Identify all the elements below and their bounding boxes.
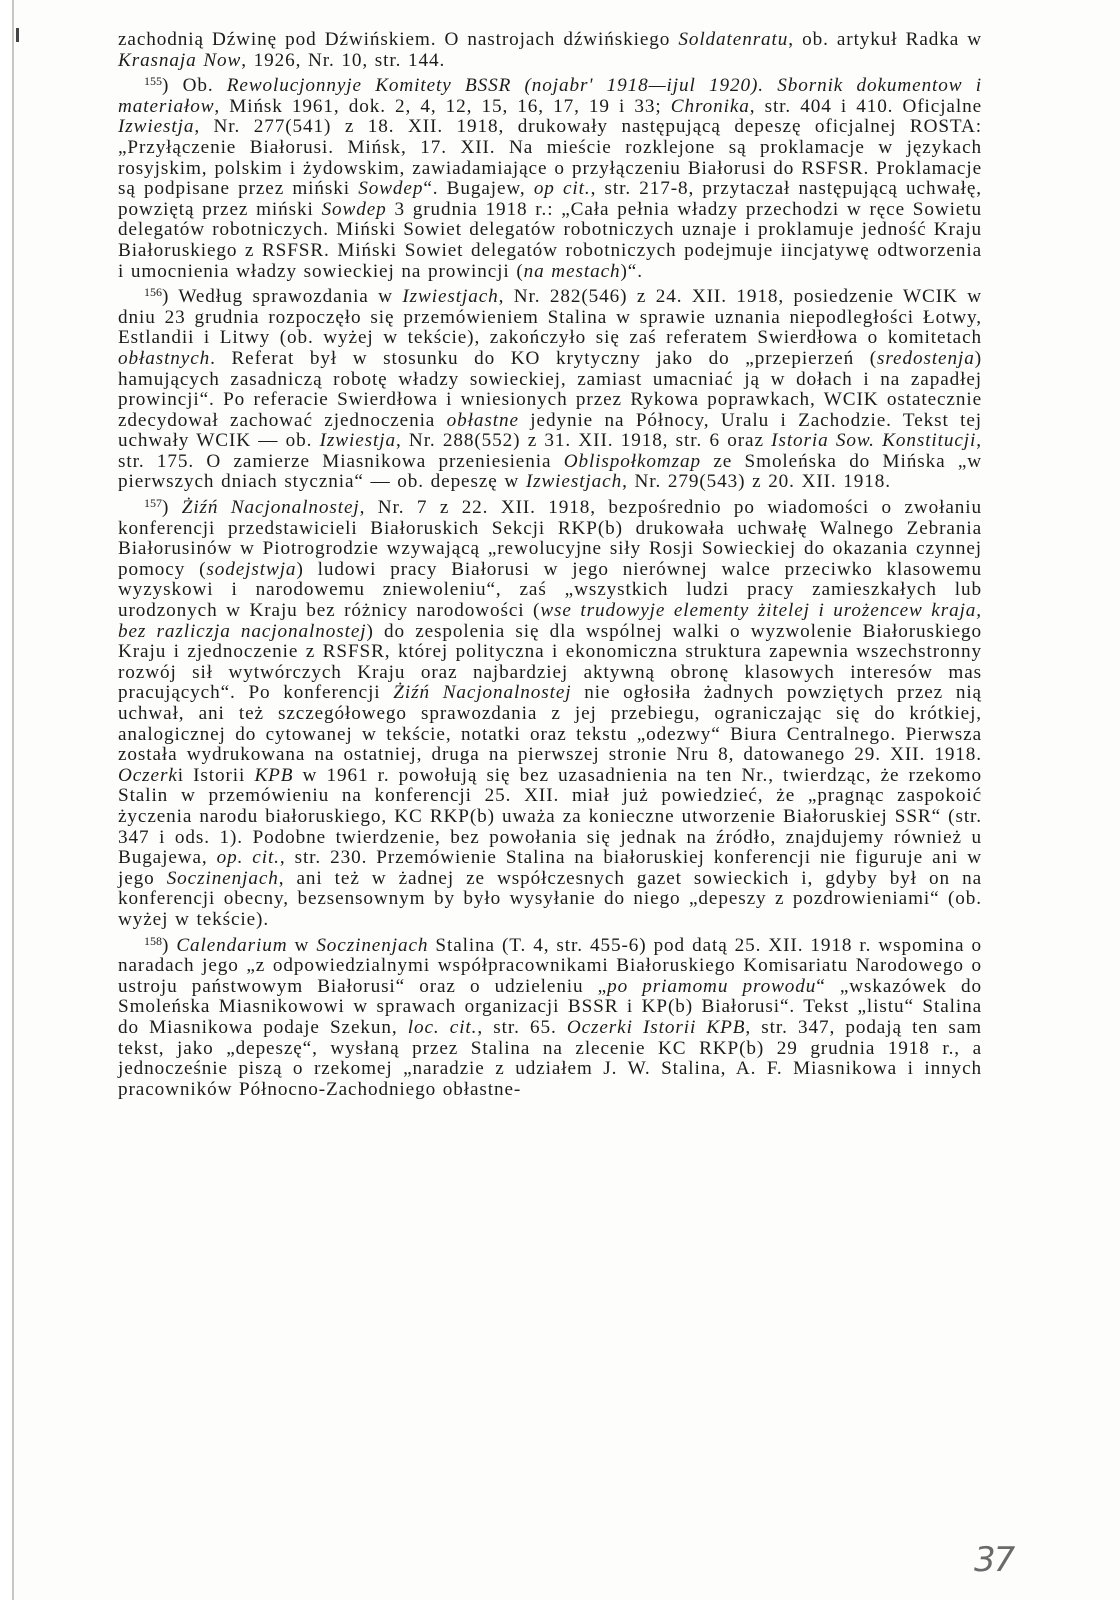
text-run: Żiźń Nacjonalnostej <box>181 497 360 519</box>
text-run: op. cit. <box>216 847 280 869</box>
text-run: jedynie na Północy, Uralu i Zachodzie. Tekst tej uchwały WCIK — ob. <box>118 409 982 452</box>
text-run <box>169 497 181 518</box>
text-run: , ani też w żadnej ze współczesnych gazet sowieckich i, gdyby był on na konferencji obecny, bezsensownym by było wysyłanie do niego „depeszy z pozdrowieniami“ (ob. wyżej w tekście). <box>118 867 982 930</box>
footnote-number: 155 <box>144 74 162 89</box>
footnote-155: $^{155}$) Ob. Rewolucjonnyje Komitety BSSR (nojabr' 1918—ijul 1920). Sbornik dokumentow i materiałow, Mińsk 1961, dok. 2, 4, 12, 15, 16, 17, 19 i 33; Chronika, str. 404 i 410. Oficjalne Izwiestja, Nr. 277(541) z 18. XII. 1918, drukowały następującą depeszę oficjalnej ROSTA: „Przyłączenie Białorusi. Mińsk, 17. XII. Na mieście rozklejone są proklamacje w językach rosyjskim, polskim i żydowskim, zawiadamiające o przyłączeniu Białorusi do RSFSR. Proklamacje są podpisane przez miński Sowdep“. Bugajew, op cit., str. 217-8, przytaczał następującą uchwałę, powziętą przez miński Sowdep 3 grudnia 1918 r.: „Cała pełnia władzy przechodzi w ręce Sowietu delegatów robotniczych. Miński Sowiet delegatów robotniczych uznaje i proklamuje jedność Kraju Białoruskiego z RSFSR. Miński Sowiet delegatów robotniczych podejmuje iincjatywę odtworzenia i umocnienia władzy sowieckiej na prowincji (na mestach)“. <box>118 74 983 282</box>
text-run: obłastne <box>446 409 519 431</box>
text-run: , str. 347, podają ten sam tekst, jako „depeszę“, wysłaną przez Stalina na zlecenie KC RKP(b) 29 grudnia 1918 r., a jednocześnie piszą o rzekomej „naradzie z udziałem J. W. Stalina, A. F. Miasnikowa i innych pracowników Północno-Zachodniego obłastne- <box>118 1016 983 1100</box>
text-run: . Referat był w stosunku do KO krytyczny jako do „przepierzeń ( <box>210 347 878 369</box>
text-run: Izwiestja <box>118 116 195 138</box>
text-run: ze Smoleńska do Mińska „w pierwszych dniach stycznia“ — ob. depeszę w <box>118 450 982 493</box>
scan-edge-mark <box>16 28 19 42</box>
text-run: ) ludowi pracy Białorusi w jego nierównej walce przeciwko klasowemu wyzyskowi i narodowemu zniewoleniu“, zaś „wszystkich ludzi pracy zamieszkałych lub urodzonych w Kraju bez różnicy narodowości ( <box>118 558 982 622</box>
text-run: Izwiestjach <box>402 286 499 308</box>
text-run: Chronika <box>670 95 750 117</box>
text-run: Soldatenratu <box>678 29 789 50</box>
text-run: na mestach <box>523 260 621 282</box>
text-run: )“. <box>620 260 643 282</box>
text-run: , str. 404 i 410. Oficjalne <box>749 95 982 117</box>
text-run: , Mińsk 1961, dok. 2, 4, 12, 15, 16, 17, 19 i 33; <box>214 95 671 117</box>
text-run: ) do zespolenia się dla wspólnej walki o wyzwolenie Białoruskiego Kraju i zjednoczenie z RSFSR, której polityczna i ekonomiczna struktura zapewnia wszechstronny rozwój sił wytwórczych Kraju oraz najbardziej aktywną obronę klasowych interesów mas pracujących“. Po konferencji <box>118 620 983 704</box>
footnote-number: 158 <box>144 933 162 948</box>
text-run: sredostenja <box>877 347 975 369</box>
text-run: “. Bugajew, <box>423 178 534 200</box>
text-run: op cit. <box>533 178 591 200</box>
text-run: Sowdep <box>358 178 424 200</box>
text-run: KPB <box>254 764 294 786</box>
text-run: , str. 175. O zamierze Miasnikowa przeniesienia <box>118 430 982 472</box>
text-run: wse trudowyje elementy żitelej i urożencew kraja, bez razliczja nacjonalnostej <box>118 600 982 642</box>
text-run: Sowdep <box>321 198 387 220</box>
text-run: , Nr. 279(543) z 20. XII. 1918. <box>622 471 891 493</box>
text-run: , Nr. 7 z 22. XII. 1918, bezpośrednio po wiadomości o zwołaniu konferencji przedstawicieli Białoruskich Sekcji RKP(b) drukowała uchwałę Walnego Zebrania Białorusinów w Piotrogrodzie wzywającą „rewolucyjne siły Rosji Sowieckiej do okazania czynnej pomocy ( <box>118 497 982 580</box>
text-run: loc. cit. <box>407 1016 478 1038</box>
text-run: sodejstwja <box>206 558 297 580</box>
text-run: 3 grudnia 1918 r.: „Cała pełnia władzy przechodzi w ręce Sowietu delegatów robotniczych. Miński Sowiet delegatów robotniczych uznaje i proklamuje jedność Kraju Białoruskiego z RSFSR. Miński Sowiet delegatów robotniczych podejmuje iincjatywę odtworzenia i umocnienia władzy sowieckiej na prowincji ( <box>118 198 983 282</box>
footnote-number: 157 <box>144 496 162 511</box>
text-run: Izwiestja <box>319 430 396 452</box>
text-run: ) hamujących zasadniczą robotę władzy sowieckiej, zamiast umacniać ją w dołach i na zapadłej prowincji“. Po referacie Swierdłowa i wniesionych przez Rykowa poprawkach, WCIK ostatecznie zdecydował zachować zjednoczenia <box>118 347 982 431</box>
text-run: Izwiestjach <box>525 471 623 493</box>
text-run: , str. 230. Przemówienie Stalina na białoruskiej konferencji nie figuruje ani w jego <box>118 847 982 889</box>
footnote-158: $^{158}$) Calendarium w Soczinenjach Stalina (T. 4, str. 455-6) pod datą 25. XII. 1918 r. wspomina o naradach jego „z odpowiedzialnymi współpracownikami Białoruskiego Komisariatu Narodowego o ustroju państwowym Białorusi“ oraz o udzieleniu „po priamomu prowodu“ „wskazówek do Smoleńska Miasnikowowi w sprawach organizacji BSSR i KP(b) Białorusi“. Tekst „listu“ Stalina do Miasnikowa podaje Szekun, loc. cit., str. 65. Oczerki Istorii KPB, str. 347, podają ten sam tekst, jako „depeszę“, wysłaną przez Stalina na zlecenie KC RKP(b) 29 grudnia 1918 r., a jednocześnie piszą o rzekomej „naradzie z udziałem J. W. Stalina, A. F. Miasnikowa i innych pracowników Północno-Zachodniego obłastne- <box>118 933 983 1100</box>
text-run: Soczinenjach <box>316 934 429 956</box>
text-run: Soczinenjach <box>166 867 279 889</box>
text-run: Stalina (T. 4, str. 455-6) pod datą 25. XII. 1918 r. wspomina o naradach jego „z odpowiedzialnymi współpracownikami Białoruskiego Komisariatu Narodowego o ustroju państwowym Białorusi“ oraz o udzieleniu „ <box>118 934 982 997</box>
text-run: “ „wskazówek do Smoleńska Miasnikowowi w sprawach organizacji BSSR i KP(b) Białorusi“. Tekst „listu“ Stalina do Miasnikowa podaje Szekun, <box>118 975 982 1038</box>
text-run: , Nr. 277(541) z 18. XII. 1918, drukowały następującą depeszę oficjalnej ROSTA: „Przyłączenie Białorusi. Mińsk, 17. XII. Na mieście rozklejone są proklamacje w językach rosyjskim, polskim i żydowskim, zawiadamiające o przyłączeniu Białorusi do RSFSR. Proklamacje są podpisane przez miński <box>118 116 982 200</box>
handwritten-page-number: 37 <box>974 1540 1014 1580</box>
text-run: obłastnych <box>118 347 211 369</box>
text-run: w 1961 r. powołują się bez uzasadnienia na ten Nr., twierdząc, że rzekomo Stalin w przemówieniu na konferencji 25. XII. miał już powiedzieć, że „pragnąc zaspokoić życzenia narodu białoruskiego, KC RKP(b) uważa za konieczne utworzenie Białoruskiej SSR“ (str. 347 i ods. 1). Podobne twierdzenie, bez powołania się jednak na źródło, znajdujemy również u Bugajewa, <box>118 764 982 869</box>
text-run: , Nr. 288(552) z 31. XII. 1918, str. 6 oraz <box>395 430 772 452</box>
text-run: Oczerki Istorii KPB <box>566 1016 746 1038</box>
continuation-paragraph <box>118 30 982 71</box>
text-run: , Nr. 282(546) z 24. XII. 1918, posiedzenie WCIK w dniu 23 grudnia rozpoczęło się przemówieniem Stalina w sprawie uznania niepodległości Łotwy, Estlandii i Litwy (ob. wyżej w tekście), zakończyło się zaś referatem Swierdłowa o komitetach <box>118 286 982 349</box>
footnote-157: $^{157}$) Żiźń Nacjonalnostej, Nr. 7 z 22. XII. 1918, bezpośrednio po wiadomości o zwołaniu konferencji przedstawicieli Białoruskich Sekcji RKP(b) drukowała uchwałę Walnego Zebrania Białorusinów w Piotrogrodzie wzywającą „rewolucyjne siły Rosji Sowieckiej do okazania czynnej pomocy (sodejstwja) ludowi pracy Białorusi w jego nierównej walce przeciwko klasowemu wyzyskowi i narodowemu zniewoleniu“, zaś „wszystkich ludzi pracy zamieszkałych lub urodzonych w Kraju bez różnicy narodowości (wse trudowyje elementy żitelej i urożencew kraja, bez razliczja nacjonalnostej) do zespolenia się dla wspólnej walki o wyzwolenie Białoruskiego Kraju i zjednoczenie z RSFSR, której polityczna i ekonomiczna struktura zapewnia wszechstronny rozwój sił wytwórczych Kraju oraz najbardziej aktywną obronę klasowych interesów mas pracujących“. Po konferencji Żiźń Nacjonalnostej nie ogłosiła żadnych powziętych przez nią uchwał, ani też szczegółowego sprawozdania z jej przebiegu, ograniczając się do krótkiej, analogicznej do cytowanej w tekście, notatki oraz tekstu „odezwy“ Biura Centralnego. Pierwsza została wydrukowana na ostatniej, druga na pierwszej stronie Nru 8, datowanego 29. XII. 1918. Oczerki Istorii KPB w 1961 r. powołują się bez uzasadnienia na ten Nr., twierdząc, że rzekomo Stalin w przemówieniu na konferencji 25. XII. miał już powiedzieć, że „pragnąc zaspokoić życzenia narodu białoruskiego, KC RKP(b) uważa za konieczne utworzenie Białoruskiej SSR“ (str. 347 i ods. 1). Podobne twierdzenie, bez powołania się jednak na źródło, znajdujemy również u Bugajewa, op. cit., str. 230. Przemówienie Stalina na białoruskiej konferencji nie figuruje ani w jego Soczinenjach, ani też w żadnej ze współczesnych gazet sowieckich i, gdyby był on na konferencji obecny, bezsensownym by było wysyłanie do niego „depeszy z pozdrowieniami“ (ob. wyżej w tekście). <box>118 496 983 930</box>
text-run: Według sprawozdania w <box>169 286 403 308</box>
text-run: , ob. artykuł Radka w <box>788 29 983 50</box>
text-run: nie ogłosiła żadnych powziętych przez nią uchwał, ani też szczegółowego sprawozdania z jej przebiegu, ograniczając się do krótkiej, analogicznej do cytowanej w tekście, notatki oraz tekstu „odezwy“ Biura Centralnego. Pierwsza została wydrukowana na ostatniej, druga na pierwszej stronie Nru 8, datowanego 29. XII. 1918. <box>118 682 982 766</box>
text-run: po priamomu prowodu <box>607 975 817 997</box>
text-run: w <box>287 934 317 956</box>
text-run: i Istorii <box>177 764 255 786</box>
footnote-number: 156 <box>144 285 162 300</box>
text-run: Istoria Sow. Konstitucji <box>771 430 977 452</box>
text-run: Calendarium <box>176 934 288 956</box>
footnote-156: $^{156}$) Według sprawozdania w Izwiestjach, Nr. 282(546) z 24. XII. 1918, posiedzenie WCIK w dniu 23 grudnia rozpoczęło się przemówieniem Stalina w sprawie uznania niepodległości Łotwy, Estlandii i Litwy (ob. wyżej w tekście), zakończyło się zaś referatem Swierdłowa o komitetach obłastnych. Referat był w stosunku do KO krytyczny jako do „przepierzeń (sredostenja) hamujących zasadniczą robotę władzy sowieckiej, zamiast umacniać ją w dołach i na zapadłej prowincji“. Po referacie Swierdłowa i wniesionych przez Rykowa poprawkach, WCIK ostatecznie zdecydował zachować zjednoczenia obłastne jedynie na Północy, Uralu i Zachodzie. Tekst tej uchwały WCIK — ob. Izwiestja, Nr. 288(552) z 31. XII. 1918, str. 6 oraz Istoria Sow. Konstitucji, str. 175. O zamierze Miasnikowa przeniesienia Oblispołkomzap ze Smoleńska do Mińska „w pierwszych dniach stycznia“ — ob. depeszę w Izwiestjach, Nr. 279(543) z 20. XII. 1918. <box>118 285 982 493</box>
text-run: Ob. <box>169 75 227 97</box>
text-run: Rewolucjonnyje Komitety BSSR (nojabr' 1918—ijul 1920). Sbornik dokumentow i materiałow <box>118 75 982 117</box>
text-run: , str. 65. <box>477 1016 567 1038</box>
text-run: , str. 217-8, przytaczał następującą uchwałę, powziętą przez miński <box>118 178 982 220</box>
text-run: , 1926, Nr. 10, str. 144. <box>241 49 446 71</box>
text-run: Żiźń Nacjonalnostej <box>393 682 572 704</box>
text-run: Krasnaja Now <box>118 49 242 71</box>
scanned-page <box>12 0 1120 1600</box>
text-run: Oczerk <box>118 764 178 786</box>
footnotes-text <box>118 30 982 1100</box>
text-run: zachodnią Dźwinę pod Dźwińskiem. O nastrojach dźwińskiego <box>118 29 679 50</box>
text-run: Oblispołkomzap <box>563 450 702 472</box>
